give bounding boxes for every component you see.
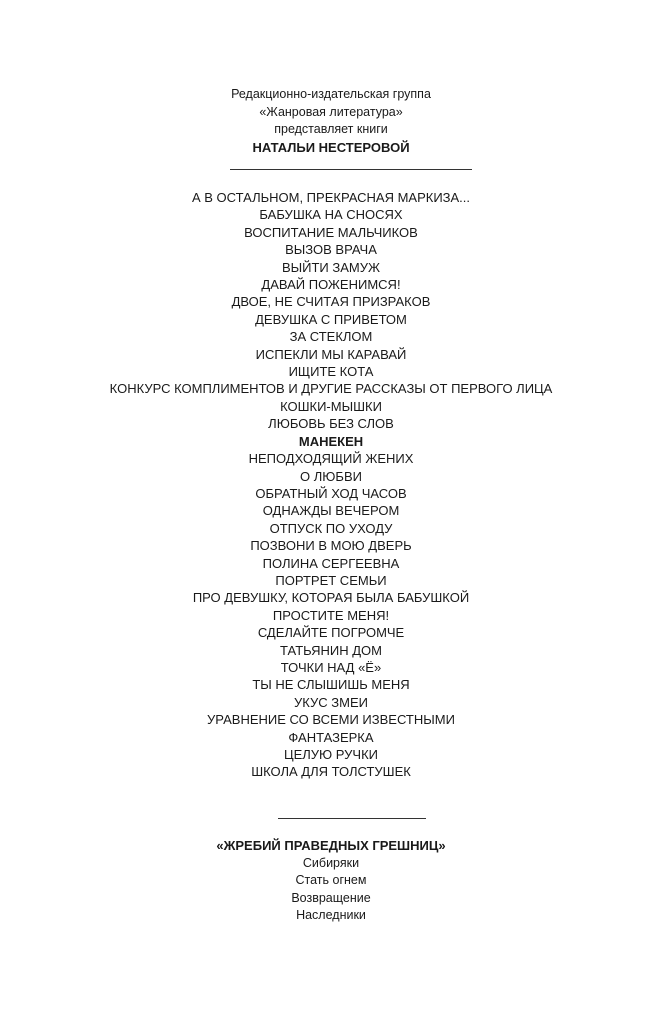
book-title: ПОЛИНА СЕРГЕЕВНА [262,555,400,571]
book-title: ВЫЗОВ ВРАЧА [285,242,377,258]
book-title: ИСПЕКЛИ МЫ КАРАВАЙ [255,346,407,362]
book-title: ПОРТРЕТ СЕМЬИ [275,572,387,588]
book-title: КОНКУРС КОМПЛИМЕНТОВ И ДРУГИЕ РАССКАЗЫ ОТ ПЕРВОГО ЛИЦА [109,381,553,397]
book-title: ИЩИТЕ КОТА [288,364,374,380]
series-block [0,837,662,925]
book-title: ДАВАЙ ПОЖЕНИМСЯ! [261,277,401,293]
book-title: ВОСПИТАНИЕ МАЛЬЧИКОВ [244,224,418,240]
book-title: А В ОСТАЛЬНОМ, ПРЕКРАСНАЯ МАРКИЗА... [191,190,471,205]
book-title: ТАТЬЯНИН ДОМ [280,642,382,658]
book-title: ШКОЛА ДЛЯ ТОЛСТУШЕК [251,764,411,780]
series-list [0,855,662,925]
publisher-line: Редакционно-издательская группа [231,87,431,101]
book-title: УРАВНЕНИЕ СО ВСЕМИ ИЗВЕСТНЫМИ [207,712,455,728]
book-title: МАНЕКЕН [298,433,364,449]
book-title: ПОЗВОНИ В МОЮ ДВЕРЬ [250,538,412,554]
series-book-title: Сибиряки [302,856,360,870]
book-title: ДВОЕ, НЕ СЧИТАЯ ПРИЗРАКОВ [231,294,431,310]
divider-bottom [278,818,426,819]
book-title: ТОЧКИ НАД «Ё» [280,659,382,675]
divider-top [230,169,472,170]
book-title: КОШКИ-МЫШКИ [280,398,382,414]
book-title: ВЫЙТИ ЗАМУЖ [281,259,381,275]
book-title: ЛЮБОВЬ БЕЗ СЛОВ [268,416,394,432]
book-title: ЗА СТЕКЛОМ [289,329,373,345]
intro-block [0,86,662,157]
imprint-line: «Жанровая литература» [259,104,403,119]
book-list [0,189,662,781]
book-title: ТЫ НЕ СЛЫШИШЬ МЕНЯ [252,677,410,693]
series-book-title: Наследники [296,908,366,923]
book-title: НЕПОДХОДЯЩИЙ ЖЕНИХ [248,451,414,467]
book-title: ЦЕЛУЮ РУЧКИ [283,747,379,762]
author-name: НАТАЛЬИ НЕСТЕРОВОЙ [252,139,410,155]
book-title: УКУС ЗМЕИ [294,694,368,710]
book-title: БАБУШКА НА СНОСЯХ [259,207,403,223]
book-title: О ЛЮБВИ [300,468,362,484]
book-title: ДЕВУШКА С ПРИВЕТОМ [255,311,407,327]
book-title: ПРО ДЕВУШКУ, КОТОРАЯ БЫЛА БАБУШКОЙ [192,590,470,606]
series-book-title: Возвращение [291,890,371,905]
series-book-title: Стать огнем [295,873,367,888]
book-title: ОТПУСК ПО УХОДУ [269,520,393,536]
book-title: ОДНАЖДЫ ВЕЧЕРОМ [262,503,400,519]
book-title: ПРОСТИТЕ МЕНЯ! [272,607,390,623]
series-title: «ЖРЕБИЙ ПРАВЕДНЫХ ГРЕШНИЦ» [216,838,446,853]
book-title: ФАНТАЗЕРКА [288,729,374,745]
book-title: ОБРАТНЫЙ ХОД ЧАСОВ [255,485,407,501]
presents-line: представляет книги [274,122,388,136]
book-title: СДЕЛАЙТЕ ПОГРОМЧЕ [257,625,405,641]
